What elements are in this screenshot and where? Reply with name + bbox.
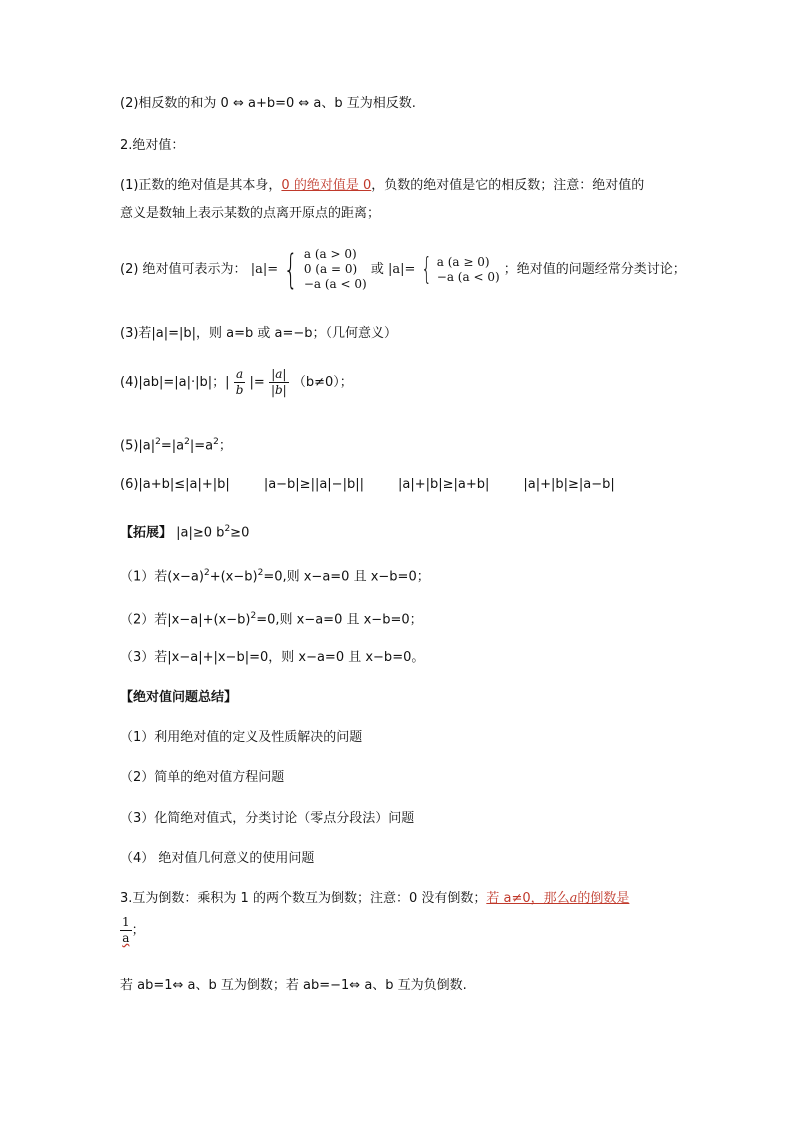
summary-heading: 【绝对值问题总结】 [120, 690, 238, 705]
left-brace-2: { [420, 251, 432, 287]
reciprocal-fraction-line: $\frac{1}{a}$ ； [122, 915, 145, 945]
highlight-reciprocal: 若 a≠0，那么a的倒数是 [486, 891, 630, 906]
extension-item-1: （1）若$(x-a)^2+(x-b)^2=0$,则 x−a=0 且 x−b=0； [120, 568, 430, 585]
abs-definition-line-2: 意义是数轴上表示某数的点离开原点的距离； [120, 206, 381, 221]
summary-item-2: （2）简单的绝对值方程问题 [120, 770, 285, 785]
fraction-a-over-b: $\frac{a}{b}$ [235, 367, 244, 397]
summary-item-1: （1）利用绝对值的定义及性质解决的问题 [120, 730, 363, 745]
section-absolute-value-heading: 2.绝对值： [120, 138, 185, 153]
fraction-abs-a-over-abs-b: $\frac{|a|}{|b|}$ [270, 367, 287, 397]
triangle-inequality-line: (6)|a+b|≤|a|+|b| |a−b|≥||a|−|b|| |a|+|b|≥|a+b| |a|+|b|≥|a−b| [120, 477, 615, 492]
abs-square-line: $(5)|a|^2=|a^2|=a^2$； [120, 437, 232, 454]
fraction-1-over-a: $\frac{1}{a}$ [122, 915, 130, 945]
extension-item-3: （3）若|x−a|+|x−b|=0，则 x−a=0 且 x−b=0。 [120, 650, 425, 665]
abs-definition-line-1: (1)正数的绝对值是其本身，0 的绝对值是 0，负数的绝对值是它的相反数；注意：绝对值的 [120, 178, 645, 193]
abs-equal-line: (3)若|a|=|b|，则 a=b 或 a=−b；（几何意义） [120, 326, 398, 341]
highlight-zero-abs: 0 的绝对值是 0 [281, 178, 372, 193]
extension-heading: 【拓展】 |a|≥0 $b^2\ge 0$ [120, 524, 250, 541]
abs-piecewise-line: (2) 绝对值可表示为： |a|= { a (a > 0) 0 (a = 0) −a (a < 0) 或 |a|= { a (a ≥ 0) −a (a < 0) ；绝对值的问题经常分类讨论； [120, 246, 686, 293]
extension-item-2: （2）若$|x-a|+(x-b)^2=0$,则 x−a=0 且 x−b=0； [120, 611, 423, 628]
opposite-sum-line: (2)相反数的和为 0 ⇔ a+b=0 ⇔ a、b 互为相反数. [120, 96, 416, 111]
piecewise-cases-2: a (a ≥ 0) −a (a < 0) [436, 254, 500, 284]
reciprocal-condition-line: 若 ab=1⇔ a、b 互为倒数；若 ab=−1⇔ a、b 互为负倒数. [120, 978, 467, 993]
abs-product-quotient-line: (4)|ab|=|a|·|b|；| $\frac{a}{b}$ |= $\frac{|a|}{|b|}$ （b≠0）； [120, 367, 353, 397]
piecewise-cases-1: a (a > 0) 0 (a = 0) −a (a < 0) [303, 247, 367, 291]
reciprocal-line: 3.互为倒数：乘积为 1 的两个数互为倒数；注意：0 没有倒数；若 a≠0，那么a的倒数是 [120, 891, 630, 906]
summary-item-3: （3）化简绝对值式，分类讨论（零点分段法）问题 [120, 811, 415, 826]
left-brace-1: { [283, 246, 298, 293]
summary-item-4: （4） 绝对值几何意义的使用问题 [120, 851, 315, 866]
